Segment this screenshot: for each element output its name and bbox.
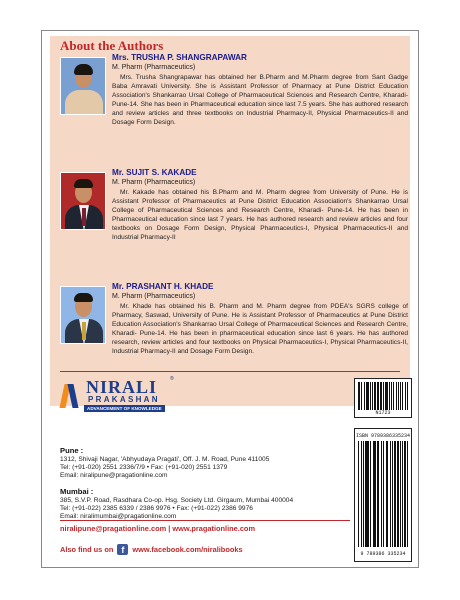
author-bio: Mrs. Trusha Shangrapawar has obtained her B.Pharm and M.Pharm degree from Sant Gadge Baba Amravati University. She is Assistant Professor of Pharmacy at Pune District Education Association's Shankarrao Ursal College of Pharmaceutical Sciences and Research Centre, Kharadi- Pune-14. She has been in Pharmaceutical education since last 7.5 years. She has authored research and review articles and three textbooks on Industrial Pharmacy-II, Physical Pharmaceutics-II and Dosage Form Design. (112, 74, 408, 127)
facebook-icon[interactable]: f (117, 544, 128, 555)
logo-brand-line2: PRAKASHAN (88, 395, 160, 404)
barcode-stripe (372, 382, 373, 410)
product-barcode (354, 378, 412, 418)
publisher-logo (60, 378, 190, 414)
mumbai-email-line: Email: niralimumbai@pragationline.com (60, 513, 177, 521)
author-name: Mrs. TRUSHA P. SHANGRAPAWAR (112, 53, 247, 62)
barcode-stripe (381, 441, 382, 547)
pune-phone-line: Tel: (+91-020) 2551 2336/7/9 • Fax: (+91-020) 2551 1379 (60, 463, 228, 471)
barcode-stripe (400, 382, 401, 410)
author-photo (60, 286, 106, 344)
barcode-stripe (394, 441, 395, 547)
author-name: Mr. SUJIT S. KAKADE (112, 168, 197, 177)
barcode-stripe (367, 382, 368, 410)
author-bio: Mr. Khade has obtained his B. Pharm and M. Pharm degree from PDEA's SGRS college of Pharmacy, Saswad, University of Pune. He is Assistant Professor of Pharmaceutics at Pune District Education Association's Shankarrao Ursal College of Pharmaceutical Sciences and Research Centre, Kharadi- Pune-14. He has been in pharmaceutical education since last 6 years. He has authored research, review articles and four textbooks on Physical Pharmaceutics-I, Physical Pharmaceutics-II, Industrial Pharmacy-II and Dosage Form Design. (112, 303, 408, 356)
barcode-stripe (387, 441, 388, 547)
barcode-stripe (407, 382, 408, 410)
panel-divider (60, 371, 400, 372)
barcode-stripe (361, 382, 362, 410)
pune-office (60, 446, 350, 481)
barcode-bars (358, 382, 408, 410)
author-text (112, 281, 408, 357)
author-name: Mr. PRASHANT H. KHADE (112, 282, 214, 291)
isbn-number: 9 789386 335234 (360, 551, 406, 557)
author-degree: M. Pharm (Pharmaceutics) (112, 293, 196, 300)
contact-emails[interactable]: niralipune@pragationline.com | www.pragationline.com (60, 524, 256, 533)
barcode-stripe (374, 382, 375, 410)
pune-city-label: Pune : (60, 446, 84, 455)
author-bio: Mr. Kakade has obtained his B.Pharm and M. Pharm degree from University of Pune. He is Assistant Professor of Pharmaceutics at Pune District Education Association's Shankarrao Ursal College of Pharmaceutical Sciences and Research Centre, Kharadi- Pune-14. He has been in Pharmaceutical education since last 7 years. He has authored research and review articles and four textbooks on Dosage Form Design, Physical Pharmaceutics-I, Physical Pharmaceutics-II and Industrial Pharmacy-II (112, 189, 408, 242)
mumbai-address-line: 385, S.V.P. Road, Rasdhara Co-op. Hsg. Society Ltd. Girgaum, Mumbai 400004 (60, 496, 294, 504)
barcode-stripe (393, 382, 394, 410)
pune-email-line: Email: niralipune@pragationline.com (60, 472, 168, 480)
author-photo (60, 172, 106, 230)
social-row (60, 544, 243, 555)
barcode-stripe (378, 441, 379, 547)
barcode-stripe (392, 441, 393, 547)
facebook-link[interactable]: www.facebook.com/niralibooks (132, 545, 243, 554)
contact-divider (60, 520, 350, 521)
mumbai-office (60, 487, 350, 522)
logo-tagline: ADVANCEMENT OF KNOWLEDGE (84, 405, 165, 412)
section-heading: About the Authors (60, 38, 164, 53)
mumbai-city-label: Mumbai : (60, 487, 94, 496)
author-text (112, 167, 408, 243)
photo-tie (82, 208, 86, 226)
author-photo (60, 57, 106, 115)
photo-hair (74, 293, 93, 302)
isbn-bars (358, 441, 408, 547)
logo-brand: NIRALI (86, 377, 158, 397)
barcode-stripe (402, 382, 403, 410)
barcode-stripe (370, 441, 371, 547)
pune-address-line: 1312, Shivaji Nagar, 'Abhyudaya Pragati', Off. J. M. Road, Pune 411005 (60, 455, 270, 463)
photo-tie (82, 322, 86, 340)
photo-figure (65, 90, 103, 115)
barcode-stripe (389, 382, 390, 410)
logo-mark-icon (60, 380, 82, 410)
isbn-label: ISBN 9789386335234 (355, 433, 410, 439)
barcode-label: N1723 (375, 410, 391, 416)
registered-mark: ® (170, 376, 174, 382)
photo-hair (74, 179, 93, 188)
barcode-stripe (363, 441, 364, 547)
barcode-stripe (359, 382, 360, 410)
author-text (112, 52, 408, 128)
author-degree: M. Pharm (Pharmaceutics) (112, 179, 196, 186)
barcode-stripe (358, 441, 359, 547)
mumbai-phone-line: Tel: (+91-022) 2385 6339 / 2386 9976 • Fax: (+91-022) 2386 9976 (60, 504, 253, 512)
photo-hair (74, 64, 93, 75)
author-degree: M. Pharm (Pharmaceutics) (112, 64, 196, 71)
isbn-barcode (354, 428, 412, 562)
find-us-label: Also find us on (60, 545, 114, 554)
